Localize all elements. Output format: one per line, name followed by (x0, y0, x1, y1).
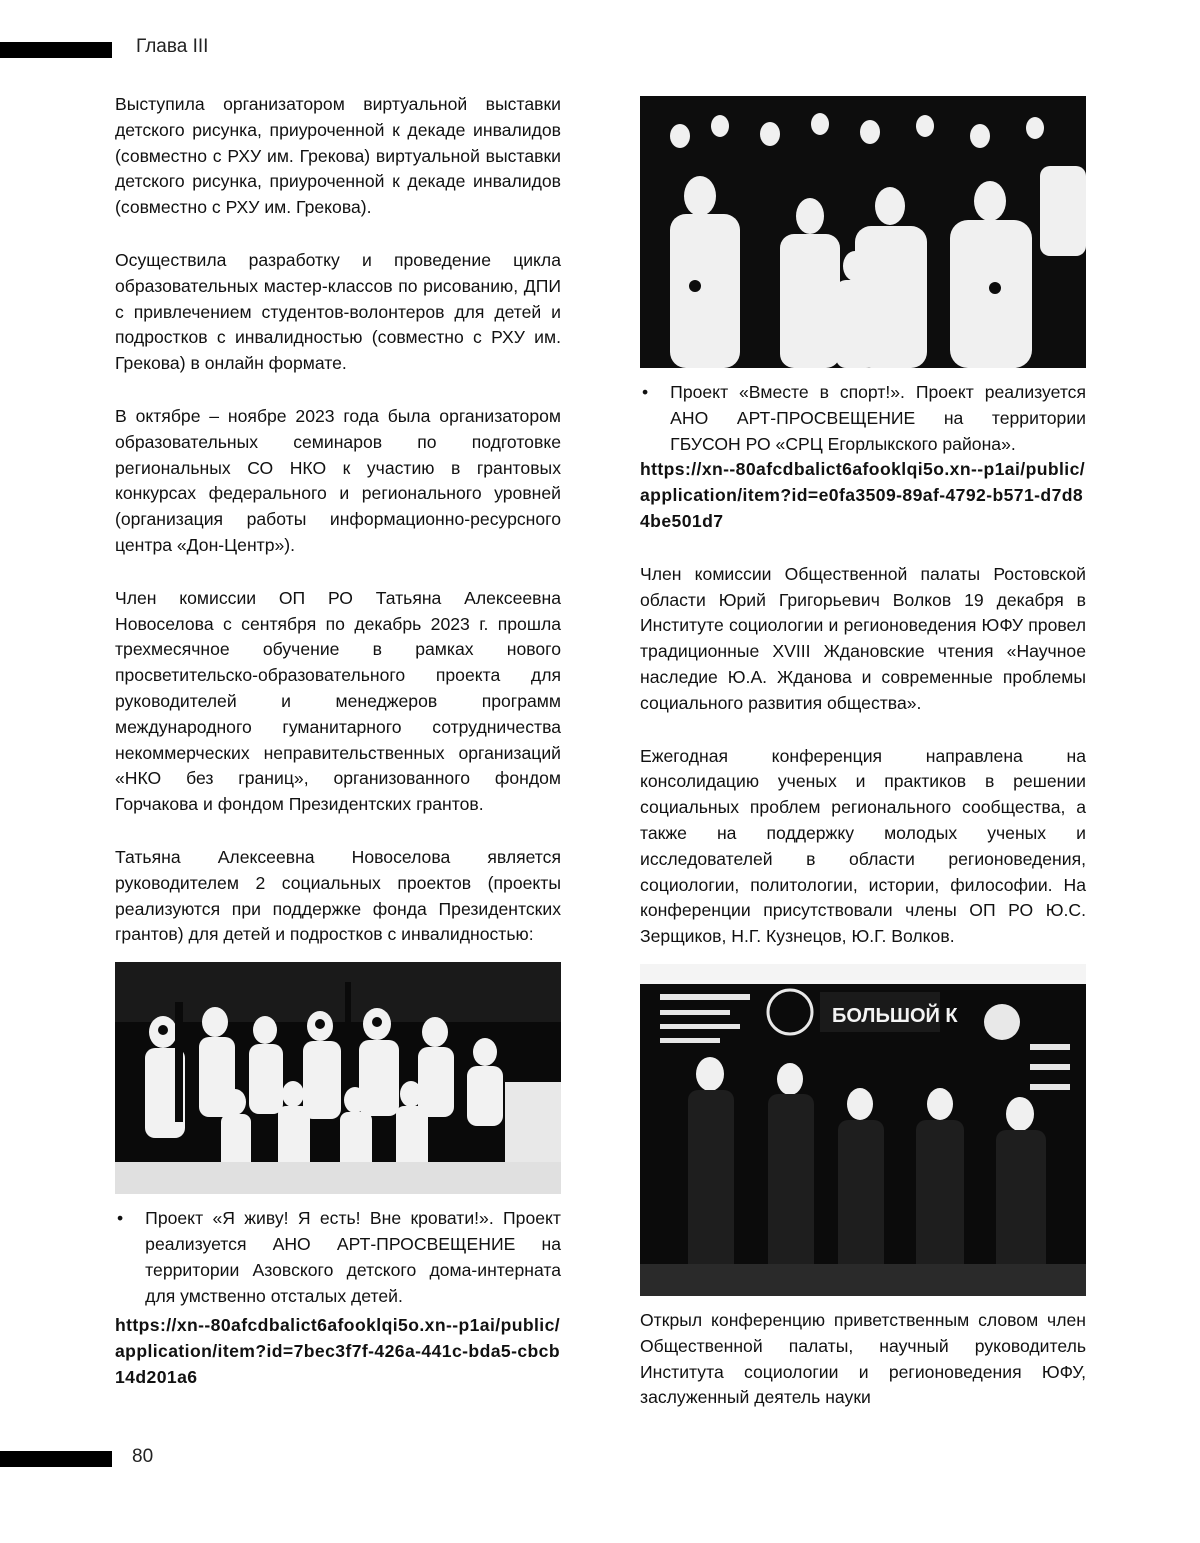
project-link[interactable]: https://xn--80afcdbalict6afooklqi5o.xn--p1ai/public/application/item?id=7bec3f7f-426a-441c-bda5-cbcb14d201a6 (115, 1315, 561, 1387)
bullet-dot: • (117, 1208, 124, 1229)
page-number: 80 (132, 1446, 154, 1467)
emblem-icon (984, 1004, 1020, 1040)
banner-text: БОЛЬШОЙ К (832, 1004, 958, 1027)
paragraph: Член комиссии Общественной палаты Ростовской области Юрий Григорьевич Волков 19 декабря в Институте социологии и регионоведения ЮФУ провел традиционные XVIII Ждановские чтения «Научное наследие Ю.А. Жданова и современные проблемы социального развития общества». (640, 563, 1086, 713)
paragraph: В октябре – ноябре 2023 года была организатором образовательных семинаров по подготовке региональных СО НКО к участию в грантовых конкурсах федерального и регионального уровней (организация работы информационно-ресурсного центра «Дон-Центр»). (115, 405, 561, 555)
photo-children-group-image (115, 962, 561, 1194)
bullet-item (115, 1206, 561, 1309)
header-bar (0, 42, 112, 58)
photo-conference-image (640, 964, 1086, 1296)
bullet-text: Проект «Вместе в спорт!». Проект реализуется АНО АРТ-ПРОСВЕЩЕНИЕ на территории ГБУСОН РО «СРЦ Егорлыкского района». (670, 382, 1086, 454)
right-column (640, 96, 1086, 1411)
photo-conference (640, 964, 1086, 1296)
paragraph: Открыл конференцию приветственным словом член Общественной палаты, научный руководитель Института социологии и регионоведения ЮФУ, заслуженный деятель науки (640, 1309, 1086, 1408)
bullet-dot: • (642, 382, 649, 402)
paragraph: Член комиссии ОП РО Татьяна Алексеевна Новоселова с сентября по декабрь 2023 г. прошла трехмесячное обучение в рамках нового просветительско-образовательного проекта для руководителей и менеджеров программ международного гуманитарного сотрудничества некоммерческих неправительственных организаций «НКО без границ», организованного фондом Горчакова и фондом Президентских грантов. (115, 587, 561, 815)
photo-sport-group-image (640, 96, 1086, 368)
bullet-item (640, 380, 1086, 457)
chapter-title: Глава III (136, 36, 209, 57)
left-column (115, 92, 561, 1418)
paragraph: Татьяна Алексеевна Новоселова является руководителем 2 социальных проектов (проекты реализуются при поддержке фонда Президентских грантов) для детей и подростков с инвалидностью: (115, 846, 561, 945)
photo-children-group (115, 962, 561, 1194)
project-link[interactable]: https://xn--80afcdbalict6afooklqi5o.xn--p1ai/public/application/item?id=e0fa3509-89af-4792-b571-d7d84be501d7 (640, 459, 1086, 531)
paragraph: Выступила организатором виртуальной выставки детского рисунка, приуроченной к декаде инвалидов (совместно с РХУ им. Грекова) виртуальной выставки детского рисунка, приуроченной к декаде инвалидов (совместно с РХУ им. Грекова). (115, 94, 561, 218)
photo-sport-group (640, 96, 1086, 368)
footer-bar (0, 1451, 112, 1467)
paragraph: Осуществила разработку и проведение цикла образовательных мастер-классов по рисованию, ДПИ с привлечением студентов-волонтеров для детей и подростков с инвалидностью (совместно с РХУ им. Грекова) в онлайн формате. (115, 249, 561, 374)
bullet-text: Проект «Я живу! Я есть! Вне кровати!». Проект реализуется АНО АРТ-ПРОСВЕЩЕНИЕ на территории Азовского детского дома-интерната для умственно отсталых детей. (145, 1208, 561, 1306)
paragraph: Ежегодная конференция направлена на консолидацию ученых и практиков в решении социальных проблем регионального сообщества, а также на поддержку молодых ученых и исследователей в области регионоведения, социологии, политологии, истории, философии. На конференции присутствовали члены ОП РО Ю.С. Зерщиков, Н.Г. Кузнецов, Ю.Г. Волков. (640, 745, 1086, 947)
